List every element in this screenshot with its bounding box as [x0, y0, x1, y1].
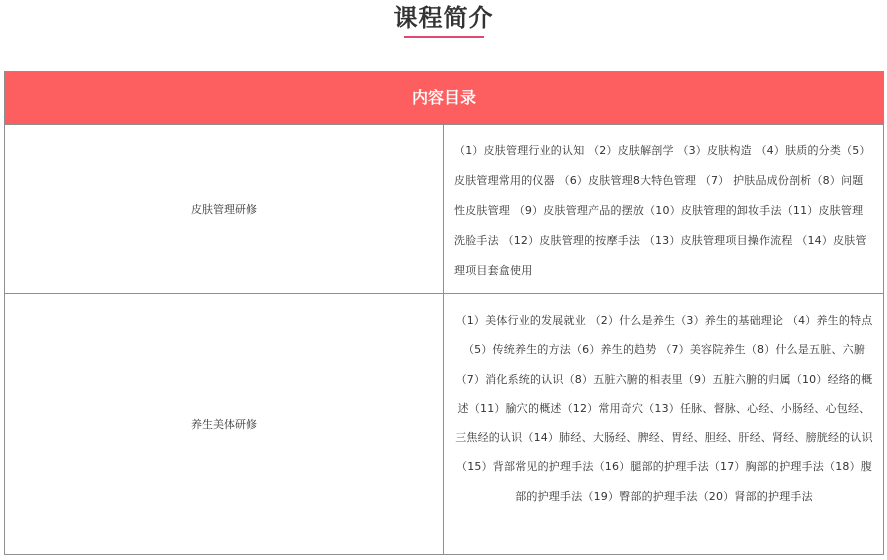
- title-underline: [404, 36, 484, 38]
- table-row: [5, 294, 883, 554]
- course-name-cell: 皮肤管理研修: [5, 125, 444, 293]
- course-content-cell: （1）皮肤管理行业的认知 （2）皮肤解剖学 （3）皮肤构造 （4）肤质的分类（5） 皮肤管理常用的仪器 （6）皮肤管理8大特色管理 （7） 护肤品成份剖析（8）问题性皮肤管理 （9）皮肤管理产品的摆放（10）皮肤管理的卸妆手法（11）皮肤管理洗脸手法 （12）皮肤管理的按摩手法 （13）皮肤管理项目操作流程 （14）皮肤管理项目套盒使用: [454, 144, 871, 277]
- course-table: [4, 71, 884, 555]
- course-content-cell: （1）美体行业的发展就业 （2）什么是养生（3）养生的基础理论 （4）养生的特点（5）传统养生的方法（6）养生的趋势 （7）美容院养生（8）什么是五脏、六腑（7）消化系统的认识（8）五脏六腑的相表里（9）五脏六腑的归属（10）经络的概述（11）腧穴的概述（12）常用奇穴（13）任脉、督脉、心经、小肠经、心包经、三焦经的认识（14）肺经、大肠经、脾经、胃经、胆经、肝经、肾经、膀胱经的认识（15）背部常见的护理手法（16）腿部的护理手法（17）胸部的护理手法（18）腹部的护理手法（19）臀部的护理手法（20）肾部的护理手法: [455, 314, 873, 503]
- table-header: 内容目录: [5, 72, 883, 125]
- table-row: [5, 125, 883, 294]
- page-title: 课程简介: [393, 4, 494, 32]
- course-name-cell: 养生美体研修: [5, 294, 444, 554]
